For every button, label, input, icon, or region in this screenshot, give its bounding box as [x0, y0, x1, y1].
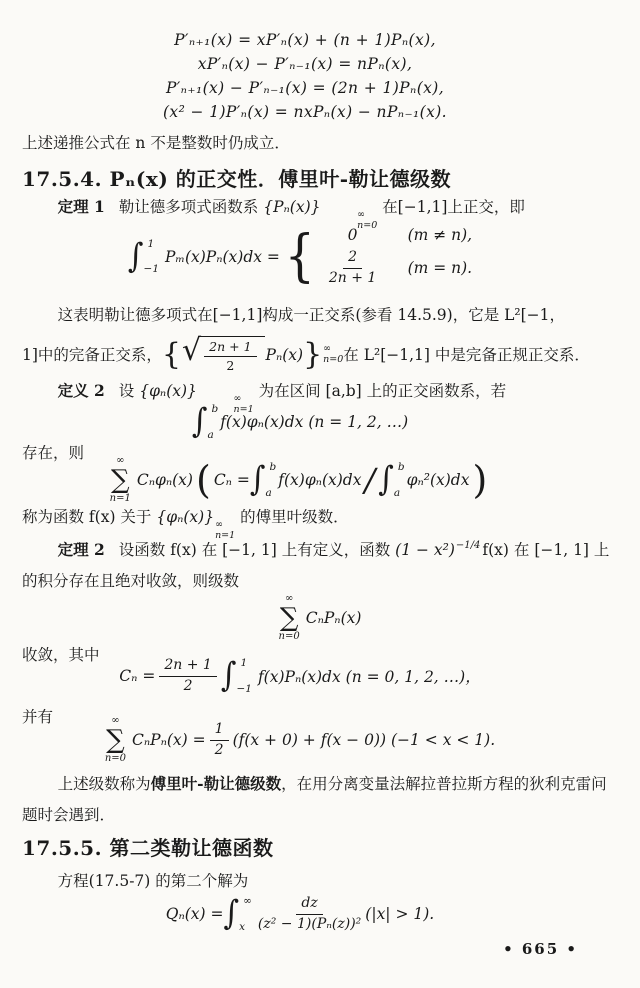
- sum-lower-limit: n=1: [109, 493, 131, 504]
- theorem-1-label: 定理 1: [57, 197, 105, 216]
- series-term: Cₙφₙ(x): [136, 471, 193, 489]
- fourier-series-formula: [22, 456, 618, 504]
- radicand: [198, 336, 264, 373]
- open-paren: (: [195, 458, 211, 502]
- recurrence-formula-2: xP′ₙ(x) − P′ₙ₋₁(x) = nPₙ(x),: [197, 55, 413, 73]
- converges-text: 收敛，其中: [22, 646, 100, 664]
- formula-rhs: (f(x + 0) + f(x − 0)) (−1 < x < 1).: [232, 731, 496, 749]
- integral-limits: [239, 894, 252, 934]
- orthogonal-system-paragraph: [22, 300, 618, 373]
- integrand: Pₘ(x)Pₙ(x)dx =: [165, 247, 280, 266]
- integral: [192, 402, 220, 442]
- recurrence-formulas: [22, 28, 618, 124]
- integrand: φₙ²(x)dx: [406, 471, 470, 489]
- definition-2-text: 设: [118, 382, 140, 400]
- sub-n-equals-0: n=0: [357, 219, 378, 231]
- sigma-sign: ∑: [110, 465, 130, 495]
- definition-2-text-end: 为在区间 [a,b] 上的正交函数系，若: [253, 382, 507, 400]
- case-row-1: [320, 226, 473, 244]
- series-term: CₙPₙ(x): [305, 609, 362, 627]
- cases-brace: {: [284, 223, 315, 289]
- equation-intro: 方程(17.5-7) 的第二个解为: [57, 872, 249, 890]
- case-1-value: 0: [347, 226, 358, 244]
- integral-limits: [237, 656, 252, 696]
- recurrence-formula-1: P′ₙ₊₁(x) = xP′ₙ(x) + (n + 1)Pₙ(x),: [174, 31, 436, 49]
- fraction: [204, 339, 256, 373]
- paragraph-line-2-end: 在 L²[−1,1] 中是完备正规正交系．: [343, 345, 590, 364]
- formula-lhs: CₙPₙ(x) =: [132, 731, 206, 749]
- integral-sign: ∫: [249, 459, 266, 500]
- fraction-numerator: 2n + 1: [159, 657, 216, 677]
- second-kind-formula: [22, 894, 618, 934]
- integral-lower-limit: x: [239, 920, 246, 933]
- coefficient-formula: [22, 656, 618, 696]
- sum-upper-limit: ∞: [111, 715, 120, 726]
- fraction-denominator: 2n + 1: [328, 269, 377, 286]
- integral-lower-limit: a: [265, 486, 272, 499]
- formula-lhs: Qₙ(x) =: [165, 905, 224, 923]
- theorem-2-text: 设函数 f(x) 在 [−1, 1] 上有定义，函数: [118, 541, 396, 559]
- sub-n-equals-1: n=1: [215, 529, 236, 541]
- cases-block: [320, 226, 473, 287]
- sum-upper-limit: ∞: [284, 593, 294, 604]
- fraction-numerator: 2n + 1: [204, 339, 256, 357]
- integral-lower-limit: −1: [236, 682, 252, 695]
- theorem-2: [22, 530, 618, 597]
- paragraph-line-2: [22, 333, 618, 373]
- called-text-end: 的傅里叶级数．: [235, 508, 349, 526]
- theorem-1-text-end: 在[−1,1]上正交，即: [377, 198, 525, 216]
- summation: [279, 594, 300, 642]
- integral: [378, 460, 406, 500]
- integral-upper-limit: 1: [147, 237, 155, 250]
- closing-paragraph: [22, 768, 618, 831]
- integral-upper-limit: b: [269, 461, 277, 473]
- exponent: −1/4: [455, 540, 481, 551]
- fraction-denominator: 2: [214, 741, 224, 758]
- fraction-numerator: 1: [210, 721, 229, 741]
- sub-n-equals-1: n=1: [233, 403, 254, 415]
- coefficient-lhs: Cₙ =: [213, 471, 250, 489]
- integral-upper-limit: b: [397, 461, 405, 473]
- fraction-denominator: (z² − 1)(Pₙ(z))²: [257, 915, 362, 932]
- sup-infinity: ∞: [215, 519, 223, 530]
- theorem-2-math: (1 − x²): [395, 541, 455, 559]
- series-formula: [22, 594, 618, 642]
- open-brace: {: [161, 336, 182, 372]
- integral-sign: ∫: [378, 459, 394, 500]
- division-slash: /: [364, 461, 376, 499]
- fraction: [258, 895, 361, 933]
- case-2-condition: (m = n).: [407, 259, 473, 277]
- closing-text: 上述级数称为: [57, 775, 151, 793]
- brace-scripts: [323, 344, 343, 366]
- theorem-1-math: {Pₙ(x)}: [263, 198, 321, 216]
- integral-limits: [393, 460, 405, 500]
- integral-sign: ∫: [191, 401, 208, 442]
- integral-lower-limit: a: [393, 486, 401, 499]
- fraction: [159, 657, 216, 695]
- section-heading-17-5-4: 17.5.4. Pₙ(x) 的正交性．傅里叶-勒让德级数: [22, 167, 452, 191]
- definition-2-math: {φₙ(x)}: [139, 382, 197, 400]
- paragraph-line-2-text: 1]中的完备正交系，: [22, 345, 162, 364]
- recurrence-formula-4: (x² − 1)P′ₙ(x) = nxPₙ(x) − nPₙ₋₁(x).: [162, 103, 448, 121]
- called-math: {φₙ(x)}: [156, 508, 215, 526]
- integral-limits: [145, 237, 160, 277]
- and-have-text: 并有: [22, 708, 54, 726]
- theorem-2-text-end: f(x) 在 [−1, 1] 上的积分存在且绝对收敛，则级数: [22, 541, 610, 590]
- fourier-legendre-term: 傅里叶-勒让德级数: [150, 774, 282, 793]
- case-1-condition: (m ≠ n),: [407, 226, 473, 244]
- integral-upper-limit: ∞: [243, 895, 252, 907]
- sum-upper-limit: ∞: [116, 455, 125, 466]
- paragraph-line-1: 这表明勒让德多项式在[−1,1]构成一正交系(参看 14.5.9)，它是 L²[−1，: [57, 306, 566, 324]
- summation: [105, 716, 126, 764]
- section-heading-17-5-5: 17.5.5. 第二类勒让德函数: [22, 836, 274, 860]
- integral: [221, 656, 258, 696]
- recurrence-formula-3: P′ₙ₊₁(x) − P′ₙ₋₁(x) = (2n + 1)Pₙ(x),: [165, 79, 445, 97]
- exists-then-text: 存在，则: [22, 444, 85, 462]
- fraction-denominator: 2: [183, 677, 193, 694]
- integral-lower-limit: a: [207, 428, 214, 441]
- case-row-2: [320, 249, 473, 287]
- integral: [128, 237, 165, 277]
- formula-condition: (|x| > 1).: [365, 905, 435, 923]
- sub-n-equals-0: n=0: [323, 353, 344, 365]
- case-2-value: [320, 249, 386, 287]
- theorem-2-label: 定理 2: [57, 540, 105, 559]
- integral-lower-limit: −1: [143, 263, 160, 275]
- sup-infinity: ∞: [233, 393, 242, 404]
- integral-limits: [207, 402, 219, 442]
- recurrence-note: 上述递推公式在 n 不是整数时仍成立．: [22, 134, 290, 152]
- integral-sign: ∫: [127, 236, 144, 276]
- radical-sign: √: [182, 333, 202, 368]
- existence-integral-formula: [22, 402, 618, 442]
- fraction: [210, 721, 229, 759]
- fraction-numerator: dz: [296, 895, 322, 915]
- sigma-sign: ∑: [279, 603, 299, 633]
- integrand: f(x)Pₙ(x)dx (n = 0, 1, 2, …)，: [257, 668, 481, 686]
- coefficient-lhs: Cₙ =: [119, 667, 156, 685]
- page-number: • 665 •: [503, 940, 578, 958]
- square-root: [182, 333, 265, 373]
- integrand: f(x)φₙ(x)dx (n = 1, 2, …): [220, 413, 409, 431]
- close-paren: ): [472, 458, 488, 502]
- called-text: 称为函数 f(x) 关于: [22, 508, 157, 526]
- sum-lower-limit: n=0: [278, 631, 300, 642]
- fraction: [329, 249, 376, 287]
- convergence-formula: [22, 716, 618, 764]
- integral: [250, 460, 278, 500]
- integral-upper-limit: 1: [240, 657, 248, 669]
- integral: [224, 894, 254, 934]
- integral-sign: ∫: [223, 893, 240, 934]
- theorem-1-text: 勒让德多项式函数系: [118, 198, 264, 216]
- integral-sign: ∫: [220, 655, 237, 696]
- sup-infinity: ∞: [323, 342, 332, 354]
- integral-upper-limit: b: [211, 403, 219, 415]
- fraction-numerator: 2: [343, 249, 362, 269]
- close-brace: }: [303, 336, 323, 372]
- sum-lower-limit: n=0: [104, 753, 127, 764]
- sup-infinity: ∞: [357, 209, 366, 220]
- summation: [110, 456, 131, 504]
- pn-term: Pₙ(x): [265, 345, 304, 364]
- closing-text-end: ，在用分离变量法解拉普拉斯方程的狄利克雷问题时会遇到．: [22, 775, 607, 824]
- definition-2-label: 定义 2: [57, 381, 105, 400]
- fraction-denominator: 2: [226, 357, 235, 373]
- sigma-sign: ∑: [106, 725, 125, 755]
- integrand: f(x)φₙ(x)dx: [278, 471, 362, 489]
- normalized-system-formula: [161, 333, 344, 373]
- integral-limits: [265, 460, 277, 500]
